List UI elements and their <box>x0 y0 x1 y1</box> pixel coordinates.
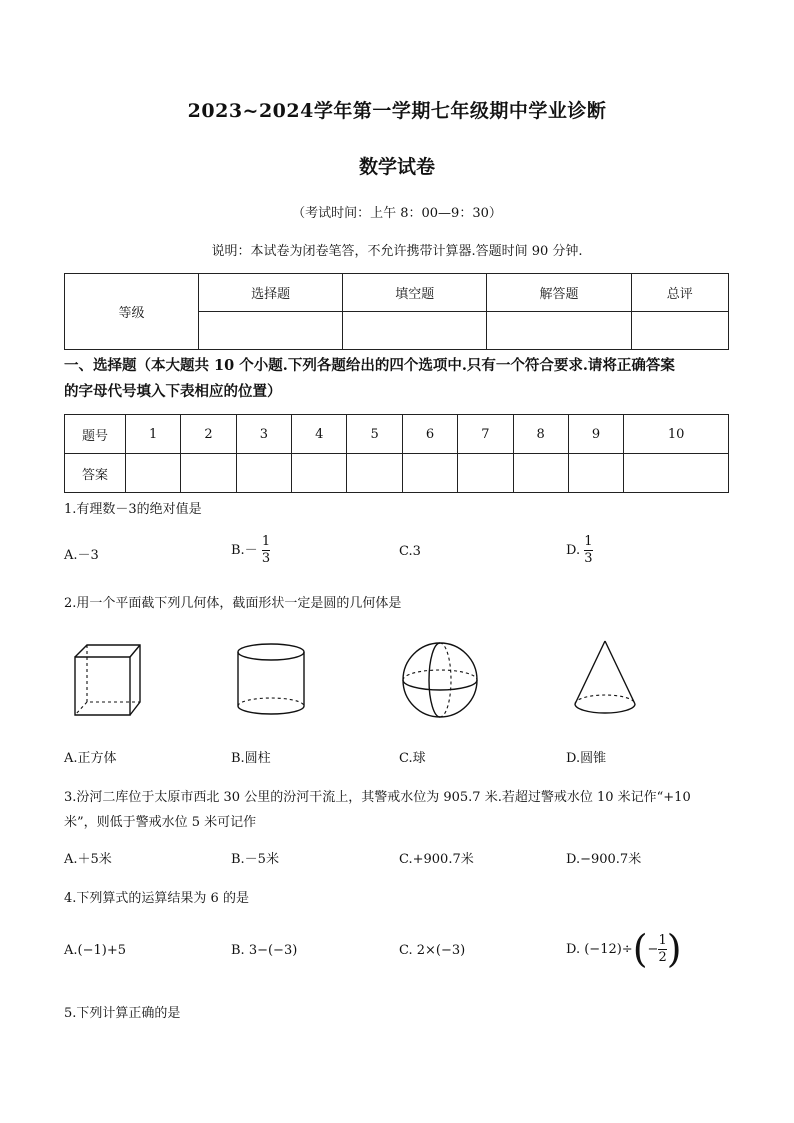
exam-title: 2023~2024学年第一学期七年级期中学业诊断 <box>187 100 607 122</box>
fraction-denominator: 3 <box>584 551 593 566</box>
cube-edge <box>130 645 140 657</box>
q4-option-d: D. (−12)÷ ( − $\frac{1}{2}$ ) <box>566 927 682 971</box>
answer-cell[interactable] <box>402 454 457 493</box>
cylinder-figure <box>234 640 310 720</box>
q2-option-c: C.球 <box>399 751 426 766</box>
q3-option-a: A.＋5米 <box>64 852 112 867</box>
q4-option-a: A.(−1)+5 <box>64 943 126 958</box>
q4-option-d-prefix: D. (−12)÷ <box>566 941 633 957</box>
q4-option-d-fraction <box>658 933 666 966</box>
q3-option-c: C.+900.7米 <box>399 852 474 867</box>
answer-cell[interactable] <box>513 454 568 493</box>
question-number: 5 <box>347 415 402 454</box>
q1-option-d-prefix: D. <box>566 543 581 558</box>
grade-col-answer: 解答题 <box>487 274 631 312</box>
section-heading <box>64 353 734 405</box>
answer-cell[interactable] <box>236 454 291 493</box>
answer-cell[interactable] <box>126 454 181 493</box>
answer-table <box>64 414 729 493</box>
q1-option-b <box>231 534 270 567</box>
q2-option-a: A.正方体 <box>64 751 117 766</box>
cylinder-bottom-front <box>238 706 304 714</box>
grade-cell[interactable] <box>343 312 487 350</box>
q1-option-b-fraction <box>262 534 270 567</box>
answer-cell[interactable] <box>292 454 347 493</box>
fraction-denominator: 3 <box>261 551 271 566</box>
question-number: 3 <box>236 415 291 454</box>
q1-option-a: A.－3 <box>64 548 99 563</box>
cone-base-back <box>575 695 635 704</box>
fraction-numerator: 1 <box>261 534 271 549</box>
answer-cell[interactable] <box>624 454 729 493</box>
q1-option-c: C.3 <box>399 544 421 559</box>
q1-stem: 1.有理数－3的绝对值是 <box>64 502 202 517</box>
q2-stem: 2.用一个平面截下列几何体，截面形状一定是圆的几何体是 <box>64 596 402 611</box>
q4-option-c: C. 2×(−3) <box>399 943 466 958</box>
cone-side-right <box>605 641 635 704</box>
grade-label: 等级 <box>65 274 199 350</box>
question-number: 7 <box>458 415 513 454</box>
fraction-denominator: 2 <box>658 949 667 965</box>
q2-option-d: D.圆锥 <box>566 751 607 766</box>
grade-cell[interactable] <box>487 312 631 350</box>
cube-front-face <box>75 657 130 715</box>
question-number: 1 <box>126 415 181 454</box>
cone-side-left <box>575 641 605 704</box>
cylinder-top <box>238 644 304 660</box>
grade-cell[interactable] <box>631 312 728 350</box>
exam-time: （考试时间：上午 8：00—9：30） <box>292 206 502 221</box>
question-number: 9 <box>568 415 623 454</box>
answer-cell[interactable] <box>181 454 236 493</box>
question-number: 8 <box>513 415 568 454</box>
q1-option-d <box>566 534 593 567</box>
sphere-meridian-front <box>429 643 440 717</box>
grade-col-fill: 填空题 <box>343 274 487 312</box>
q3-stem-line2: 米”，则低于警戒水位 5 米可记作 <box>64 815 257 830</box>
section-heading-line2: 的字母代号填入下表相应的位置） <box>64 383 282 400</box>
question-number: 10 <box>624 415 729 454</box>
sphere-outline <box>403 643 477 717</box>
grade-col-choice: 选择题 <box>199 274 343 312</box>
sphere-equator-back <box>403 670 477 680</box>
q5-stem: 5.下列计算正确的是 <box>64 1006 181 1021</box>
cone-base-front <box>575 704 635 713</box>
q3-stem-line1: 3.汾河二库位于太原市西北 30 公里的汾河干流上，其警戒水位为 905.7 米.若超过警戒水位 10 米记作“+10 <box>64 790 691 805</box>
question-number: 4 <box>292 415 347 454</box>
grade-cell[interactable] <box>199 312 343 350</box>
q3-option-d: D.−900.7米 <box>566 852 642 867</box>
q4-option-d-minus: − <box>647 941 659 957</box>
answer-cell[interactable] <box>458 454 513 493</box>
q4-stem: 4.下列算式的运算结果为 6 的是 <box>64 891 249 906</box>
grade-col-total: 总评 <box>631 274 728 312</box>
sphere-meridian-back <box>440 643 451 717</box>
exam-subtitle: 数学试卷 <box>358 156 435 178</box>
cylinder-bottom-back <box>238 698 304 706</box>
q3-option-b: B.－5米 <box>231 852 279 867</box>
exam-note: 说明：本试卷为闭卷笔答，不允许携带计算器.答题时间 90 分钟. <box>211 244 583 259</box>
q4-option-b: B. 3−(−3) <box>231 943 298 958</box>
q1-option-b-prefix: B.－ <box>231 543 258 558</box>
cube-figure <box>70 640 142 720</box>
question-number: 6 <box>402 415 457 454</box>
cube-hidden-edge <box>75 702 87 715</box>
sphere-figure <box>400 640 480 720</box>
section-heading-line1: 一、选择题（本大题共 10 个小题.下列各题给出的四个选项中.只有一个符合要求.请将正确答案 <box>64 357 675 374</box>
cone-figure <box>570 638 640 720</box>
answer-table-answer-label: 答案 <box>65 454 126 493</box>
answer-table-header-label: 题号 <box>65 415 126 454</box>
answer-cell[interactable] <box>347 454 402 493</box>
fraction-numerator: 1 <box>658 932 667 948</box>
q1-option-d-fraction <box>584 534 592 567</box>
answer-cell[interactable] <box>568 454 623 493</box>
q2-option-b: B.圆柱 <box>231 751 271 766</box>
question-number: 2 <box>181 415 236 454</box>
fraction-numerator: 1 <box>584 534 593 549</box>
grade-table <box>64 273 729 350</box>
sphere-equator-front <box>403 680 477 690</box>
